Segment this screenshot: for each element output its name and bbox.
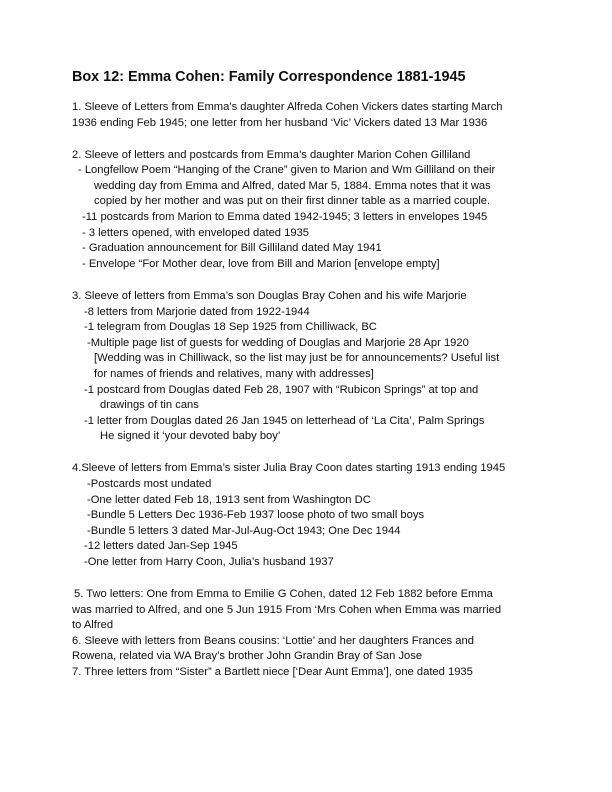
item-2-subitem-cont: wedding day from Emma and Alfred, dated Mar 5, 1884. Emma notes that it was xyxy=(94,179,491,192)
page-title: Box 12: Emma Cohen: Family Correspondence 1881-1945 xyxy=(72,69,466,85)
item-3 xyxy=(72,289,552,445)
item-3-subitem-cont: He signed it ‘your devoted baby boy’ xyxy=(100,430,281,443)
item-4-subitem: -Bundle 5 Letters Dec 1936-Feb 1937 loose photo of two small boys xyxy=(87,509,425,522)
item-1-line: 1936 ending Feb 1945; one letter from her husband ‘Vic’ Vickers dated 13 Mar 1936 xyxy=(72,116,488,129)
item-3-subitem-cont: for names of friends and relatives, many with addresses] xyxy=(94,367,374,380)
item-4 xyxy=(72,461,552,570)
item-4-subitem: -12 letters dated Jan-Sep 1945 xyxy=(84,540,238,553)
item-5-line: was married to Alfred, and one 5 Jun 1915 From ‘Mrs Cohen when Emma was married xyxy=(72,603,502,616)
item-5-line: 5. Two letters: One from Emma to Emilie G Cohen, dated 12 Feb 1882 before Emma xyxy=(74,588,493,601)
item-2-line: 2. Sleeve of letters and postcards from Emma’s daughter Marion Cohen Gilliland xyxy=(72,148,471,161)
item-4-subitem: -One letter dated Feb 18, 1913 sent from Washington DC xyxy=(87,493,371,506)
item-3-subitem: -1 letter from Douglas dated 26 Jan 1945 on letterhead of ‘La Cita’, Palm Springs xyxy=(84,414,485,427)
item-3-subitem: -1 telegram from Douglas 18 Sep 1925 from Chilliwack, BC xyxy=(84,321,377,334)
item-1-line: 1. Sleeve of Letters from Emma’s daughter Alfreda Cohen Vickers dates starting March xyxy=(72,101,503,113)
item-2-subitem: - Longfellow Poem “Hanging of the Crane” given to Marion and Wm Gilliland on their xyxy=(78,164,496,177)
item-3-subitem-cont: drawings of tin cans xyxy=(100,399,199,412)
item-4-subitem: -Postcards most undated xyxy=(87,477,212,490)
item-4-line: 4.Sleeve of letters from Emma’s sister Julia Bray Coon dates starting 1913 ending 1945 xyxy=(72,462,506,475)
item-4-subitem: -Bundle 5 letters 3 dated Mar-Jul-Aug-Oct 1943; One Dec 1944 xyxy=(87,524,401,537)
item-2 xyxy=(72,148,552,273)
item-5-line: to Alfred xyxy=(72,619,114,632)
item-2-subitem: - Envelope “For Mother dear, love from Bill and Marion [envelope empty] xyxy=(82,257,440,270)
item-3-subitem: -8 letters from Marjorie dated from 1922-1944 xyxy=(84,305,310,318)
item-2-subitem: - 3 letters opened, with enveloped dated 1935 xyxy=(82,226,310,239)
item-4-subitem: -One letter from Harry Coon, Julia’s husband 1937 xyxy=(84,555,334,568)
item-2-subitem: -11 postcards from Marion to Emma dated 1942-1945; 3 letters in envelopes 1945 xyxy=(82,211,488,224)
item-1 xyxy=(72,100,552,131)
item-6-line: 6. Sleeve with letters from Beans cousins: ‘Lottie’ and her daughters Frances and xyxy=(72,634,474,647)
item-3-subitem: -1 postcard from Douglas dated Feb 28, 1907 with “Rubicon Springs” at top and xyxy=(84,383,479,396)
item-3-subitem: -Multiple page list of guests for wedding of Douglas and Marjorie 28 Apr 1920 xyxy=(87,336,469,349)
item-3-subitem-cont: [Wedding was in Chilliwack, so the list may just be for announcements? Useful list xyxy=(94,352,500,365)
item-7-line: 7. Three letters from “Sister” a Bartlett niece [‘Dear Aunt Emma’], one dated 1935 xyxy=(72,666,473,678)
item-3-line: 3. Sleeve of letters from Emma’s son Douglas Bray Cohen and his wife Marjorie xyxy=(72,289,467,302)
item-5-7 xyxy=(72,587,552,681)
item-2-subitem: - Graduation announcement for Bill Gilliland dated May 1941 xyxy=(82,242,382,255)
item-6-line: Rowena, related via WA Bray’s brother John Grandin Bray of San Jose xyxy=(72,650,423,663)
item-2-subitem-cont: copied by her mother and was put on their first dinner table as a married couple. xyxy=(94,195,491,208)
document-page xyxy=(72,68,552,681)
